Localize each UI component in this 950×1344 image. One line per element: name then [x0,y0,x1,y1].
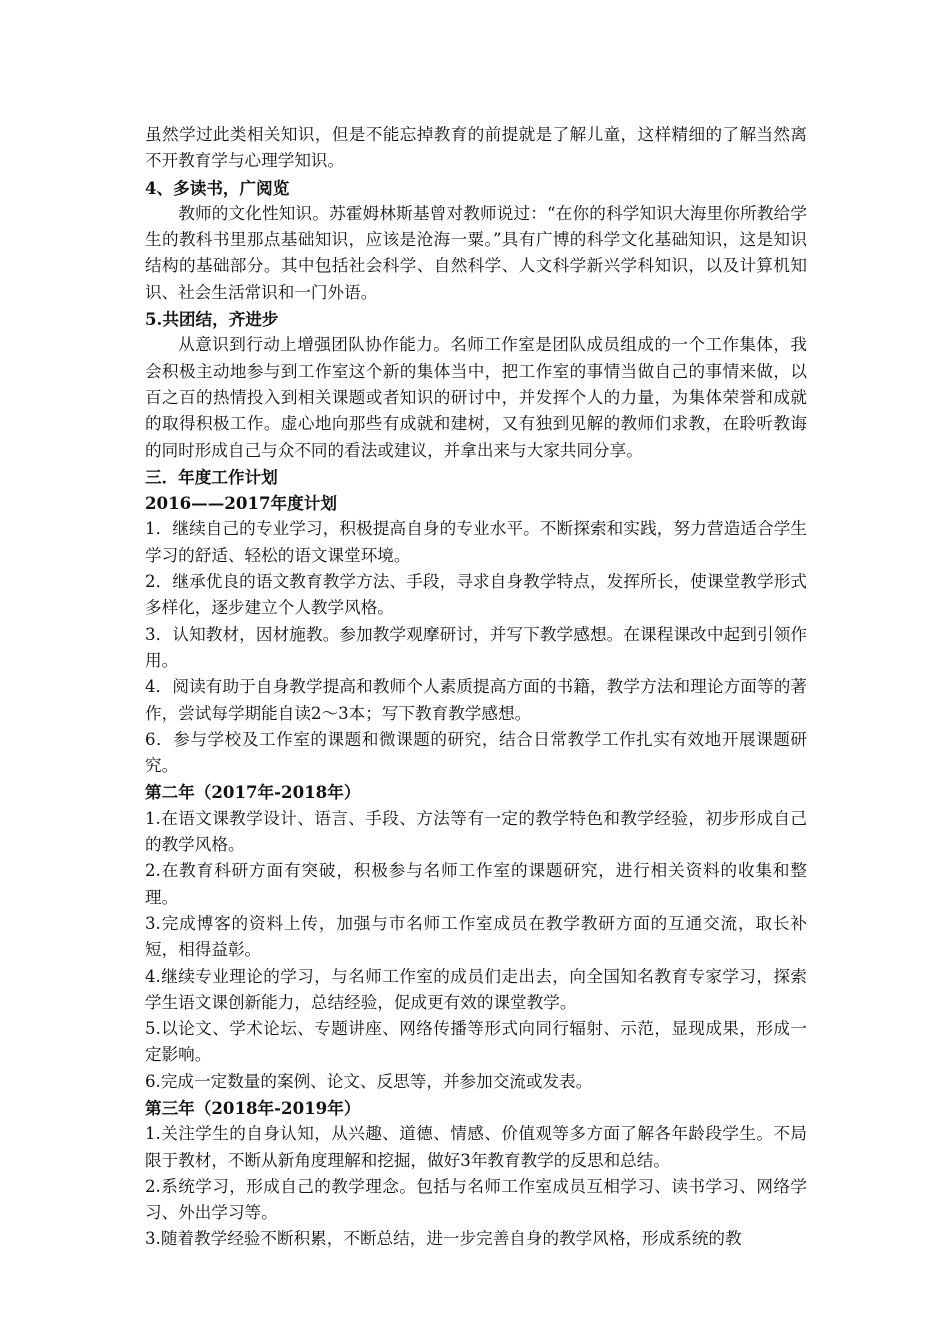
year1-item: 1．继续自己的专业学习，积极提高自身的专业水平。不断探索和实践，努力营造适合学生学习的舒适、轻松的语文课堂环境。 [145,519,807,565]
year2-item: 4.继续专业理论的学习，与名师工作室的成员们走出去，向全国知名教育专家学习，探索学生语文课创新能力，总结经验，促成更有效的课堂教学。 [145,966,807,1012]
heading-year3: 第三年（2018年-2019年） [145,1097,361,1118]
year2-item: 3.完成博客的资料上传，加强与市名师工作室成员在教学教研方面的互通交流，取长补短，相得益彰。 [145,913,807,960]
heading-teamwork: 5.共团结，齐进步 [145,309,279,330]
year1-item: 4．阅读有助于自身教学提高和教师个人素质提高方面的书籍，教学方法和理论方面等的著作，尝试每学期能自读2～3本；写下教育教学感想。 [145,677,807,723]
year3-item: 1.关注学生的自身认知，从兴趣、道德、情感、价值观等多方面了解各年龄段学生。不局限于教材，不断从新角度理解和挖掘，做好3年教育教学的反思和总结。 [145,1124,807,1170]
year2-item: 5.以论文、学术论坛、专题讲座、网络传播等形式向同行辐射、示范，显现成果，形成一定影响。 [145,1019,807,1065]
heading-year1: 2016——2017年度计划 [145,493,337,514]
year1-item: 2．继承优良的语文教育教学方法、手段，寻求自身教学特点，发挥所长，使课堂教学形式多样化，逐步建立个人教学风格。 [145,572,807,618]
heading-read-more: 4、多读书，广阅览 [145,177,290,198]
year2-item: 2.在教育科研方面有突破，积极参与名师工作室的课题研究，进行相关资料的收集和整理。 [145,861,807,907]
year1-item: 3．认知教材，因材施教。参加教学观摩研讨，并写下教学感想。在课程课改中起到引领作用。 [145,624,807,670]
paragraph-continuation: 虽然学过此类相关知识，但是不能忘掉教育的前提就是了解儿童，这样精细的了解当然离不开教育学与心理学知识。 [145,125,807,171]
paragraph-teamwork: 从意识到行动上增强团队协作能力。名师工作室是团队成员组成的一个工作集体，我会积极主动地参与到工作室这个新的集体当中，把工作室的事情当做自己的事情来做，以百之百的热情投入到相关课题或者知识的研讨中，并发挥个人的力量，为集体荣誉和成就的取得积极工作。虚心地向那些有成就和建树，又有独到见解的教师们求教，在聆听教诲的同时形成自己与众不同的看法或建议，并拿出来与大家共同分享。 [145,335,807,460]
document-page [145,122,807,1253]
year2-item: 1.在语文课教学设计、语言、手段、方法等有一定的教学特色和教学经验，初步形成自己的教学风格。 [145,808,807,855]
heading-annual-plan: 三．年度工作计划 [145,466,278,487]
year1-item: 6．参与学校及工作室的课题和微课题的研究，结合日常教学工作扎实有效地开展课题研究。 [145,729,807,776]
heading-year2: 第二年（2017年-2018年） [145,782,361,803]
paragraph-cultural-knowledge: 教师的文化性知识。苏霍姆林斯基曾对教师说过：“在你的科学知识大海里你所教给学生的教科书里那点基础知识，应该是沧海一粟。”具有广博的科学文化基础知识，这是知识结构的基础部分。其中包括社会科学、自然科学、人文科学新兴学科知识，以及计算机知识、社会生活常识和一门外语。 [145,203,807,302]
year3-item: 3.随着教学经验不断积累，不断总结，进一步完善自身的教学风格，形成系统的教 [145,1229,742,1249]
year2-item: 6.完成一定数量的案例、论文、反思等，并参加交流或发表。 [145,1071,593,1091]
year3-item: 2.系统学习，形成自己的教学理念。包括与名师工作室成员互相学习、读书学习、网络学习、外出学习等。 [145,1176,807,1223]
